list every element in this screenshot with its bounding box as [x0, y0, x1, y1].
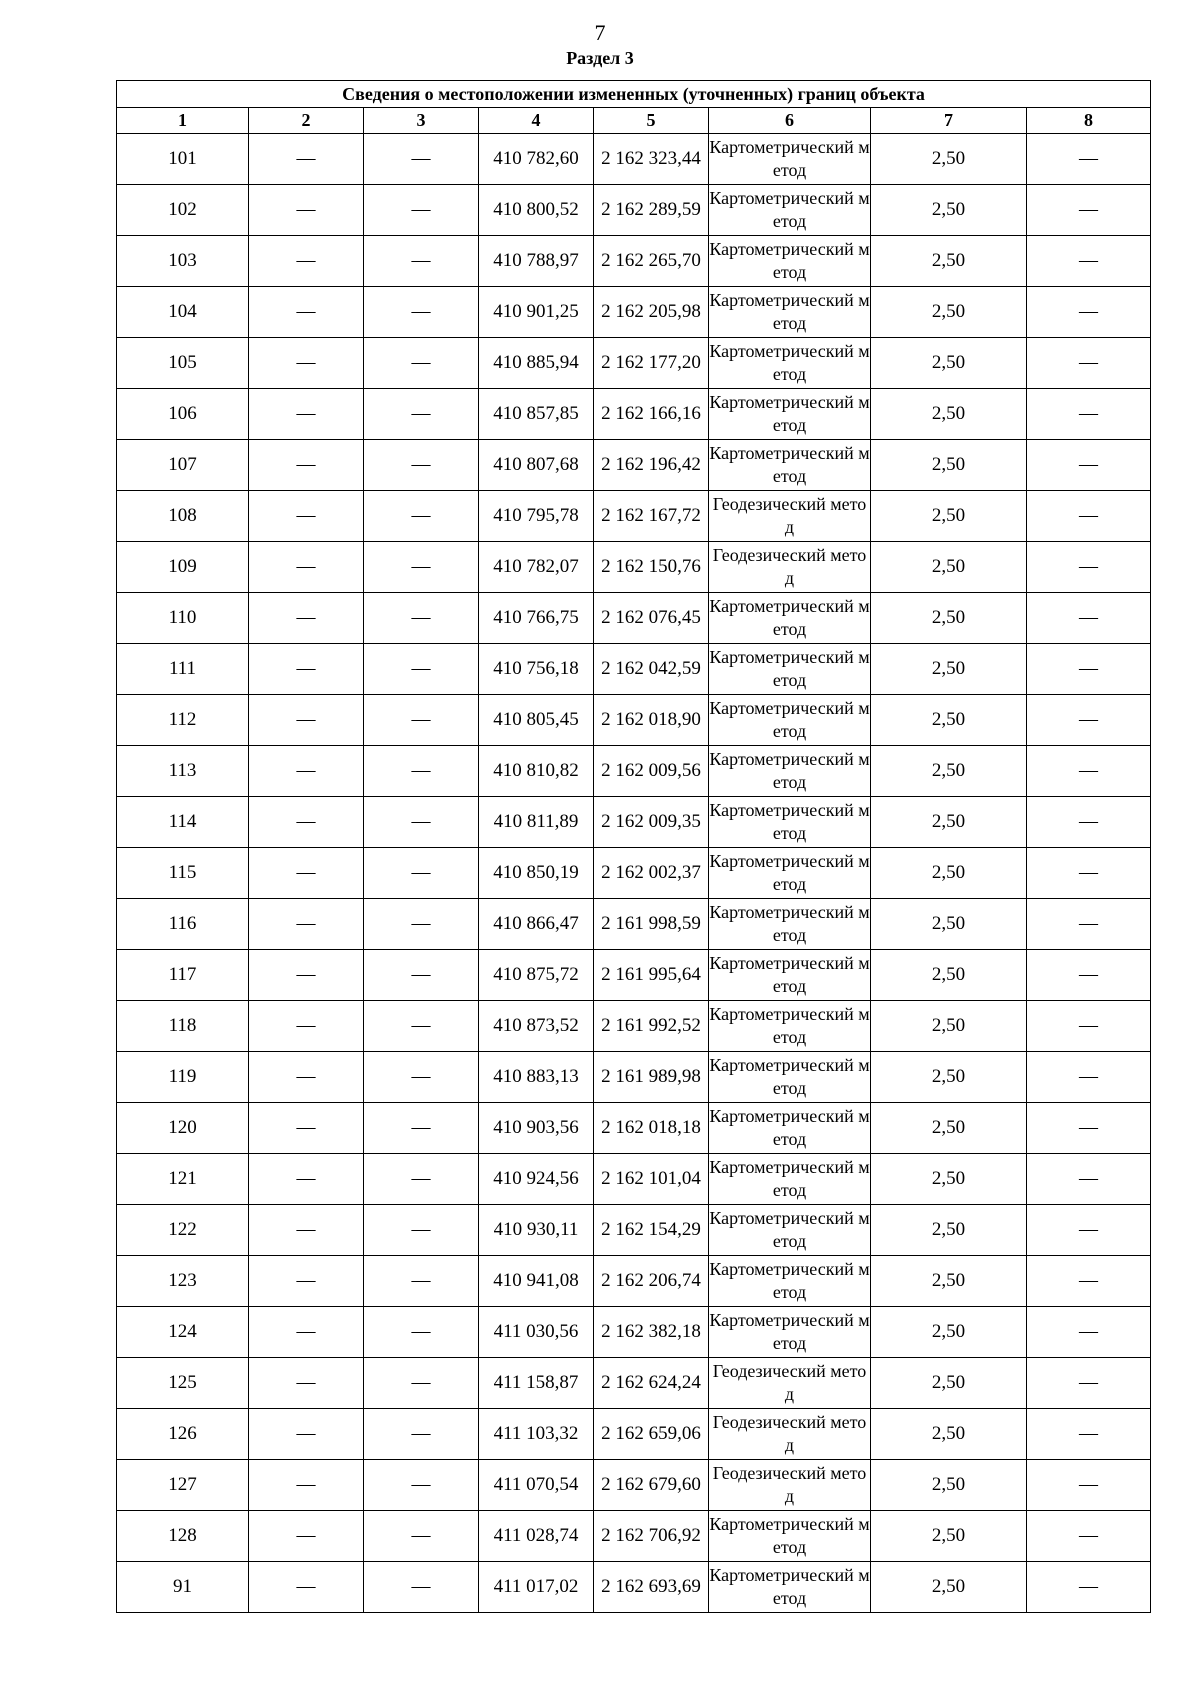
col3-cell: — — [364, 440, 479, 491]
table-row — [117, 950, 1151, 1001]
method-cell: Картометрический метод — [709, 1001, 871, 1052]
point-number-cell: 108 — [117, 491, 249, 542]
y-coordinate-cell: 2 162 167,72 — [594, 491, 709, 542]
col8-cell: — — [1027, 287, 1151, 338]
col3-cell: — — [364, 287, 479, 338]
x-coordinate-cell: 410 875,72 — [479, 950, 594, 1001]
x-coordinate-cell: 410 883,13 — [479, 1052, 594, 1103]
point-number-cell: 123 — [117, 1256, 249, 1307]
column-header: 2 — [249, 108, 364, 134]
col8-cell: — — [1027, 1052, 1151, 1103]
column-header: 4 — [479, 108, 594, 134]
col2-cell: — — [249, 134, 364, 185]
col3-cell: — — [364, 593, 479, 644]
point-number-cell: 110 — [117, 593, 249, 644]
col8-cell: — — [1027, 593, 1151, 644]
x-coordinate-cell: 410 805,45 — [479, 695, 594, 746]
col2-cell: — — [249, 950, 364, 1001]
col8-cell: — — [1027, 236, 1151, 287]
col8-cell: — — [1027, 797, 1151, 848]
x-coordinate-cell: 410 885,94 — [479, 338, 594, 389]
method-cell: Геодезический метод — [709, 491, 871, 542]
accuracy-cell: 2,50 — [871, 1256, 1027, 1307]
col2-cell: — — [249, 185, 364, 236]
column-header: 6 — [709, 108, 871, 134]
col3-cell: — — [364, 848, 479, 899]
col8-cell: — — [1027, 644, 1151, 695]
col3-cell: — — [364, 542, 479, 593]
method-cell: Картометрический метод — [709, 593, 871, 644]
method-cell: Картометрический метод — [709, 848, 871, 899]
x-coordinate-cell: 410 873,52 — [479, 1001, 594, 1052]
table-row — [117, 1256, 1151, 1307]
x-coordinate-cell: 410 903,56 — [479, 1103, 594, 1154]
col8-cell: — — [1027, 542, 1151, 593]
method-cell: Картометрический метод — [709, 1256, 871, 1307]
accuracy-cell: 2,50 — [871, 1460, 1027, 1511]
x-coordinate-cell: 410 756,18 — [479, 644, 594, 695]
col3-cell: — — [364, 1205, 479, 1256]
point-number-cell: 103 — [117, 236, 249, 287]
col2-cell: — — [249, 1205, 364, 1256]
boundary-coordinates-table — [116, 80, 1151, 1613]
point-number-cell: 120 — [117, 1103, 249, 1154]
col3-cell: — — [364, 746, 479, 797]
col3-cell: — — [364, 1154, 479, 1205]
method-cell: Картометрический метод — [709, 389, 871, 440]
table-row — [117, 1460, 1151, 1511]
accuracy-cell: 2,50 — [871, 542, 1027, 593]
method-cell: Геодезический метод — [709, 542, 871, 593]
point-number-cell: 118 — [117, 1001, 249, 1052]
accuracy-cell: 2,50 — [871, 1358, 1027, 1409]
x-coordinate-cell: 410 810,82 — [479, 746, 594, 797]
y-coordinate-cell: 2 161 992,52 — [594, 1001, 709, 1052]
point-number-cell: 126 — [117, 1409, 249, 1460]
x-coordinate-cell: 411 070,54 — [479, 1460, 594, 1511]
table-row — [117, 797, 1151, 848]
y-coordinate-cell: 2 162 042,59 — [594, 644, 709, 695]
point-number-cell: 128 — [117, 1511, 249, 1562]
col2-cell: — — [249, 491, 364, 542]
page-number: 7 — [594, 20, 606, 45]
col8-cell: — — [1027, 1103, 1151, 1154]
point-number-cell: 122 — [117, 1205, 249, 1256]
table-row — [117, 1103, 1151, 1154]
col3-cell: — — [364, 1358, 479, 1409]
method-cell: Картометрический метод — [709, 287, 871, 338]
col2-cell: — — [249, 797, 364, 848]
column-header: 7 — [871, 108, 1027, 134]
col8-cell: — — [1027, 1001, 1151, 1052]
point-number-cell: 111 — [117, 644, 249, 695]
col2-cell: — — [249, 1460, 364, 1511]
col3-cell: — — [364, 1409, 479, 1460]
col8-cell: — — [1027, 899, 1151, 950]
method-cell: Картометрический метод — [709, 236, 871, 287]
x-coordinate-cell: 410 930,11 — [479, 1205, 594, 1256]
x-coordinate-cell: 410 788,97 — [479, 236, 594, 287]
col3-cell: — — [364, 491, 479, 542]
accuracy-cell: 2,50 — [871, 593, 1027, 644]
method-cell: Геодезический метод — [709, 1358, 871, 1409]
y-coordinate-cell: 2 162 624,24 — [594, 1358, 709, 1409]
col2-cell: — — [249, 1103, 364, 1154]
table-row — [117, 593, 1151, 644]
point-number-cell: 113 — [117, 746, 249, 797]
x-coordinate-cell: 410 857,85 — [479, 389, 594, 440]
accuracy-cell: 2,50 — [871, 1154, 1027, 1205]
y-coordinate-cell: 2 162 018,18 — [594, 1103, 709, 1154]
col2-cell: — — [249, 593, 364, 644]
col8-cell: — — [1027, 491, 1151, 542]
col8-cell: — — [1027, 1256, 1151, 1307]
point-number-cell: 116 — [117, 899, 249, 950]
col3-cell: — — [364, 389, 479, 440]
x-coordinate-cell: 411 103,32 — [479, 1409, 594, 1460]
col2-cell: — — [249, 1409, 364, 1460]
point-number-cell: 124 — [117, 1307, 249, 1358]
point-number-cell: 106 — [117, 389, 249, 440]
col2-cell: — — [249, 644, 364, 695]
col3-cell: — — [364, 644, 479, 695]
method-cell: Картометрический метод — [709, 1052, 871, 1103]
col2-cell: — — [249, 338, 364, 389]
col2-cell: — — [249, 1358, 364, 1409]
table-row — [117, 134, 1151, 185]
col2-cell: — — [249, 1052, 364, 1103]
col8-cell: — — [1027, 1562, 1151, 1613]
y-coordinate-cell: 2 161 995,64 — [594, 950, 709, 1001]
method-cell: Картометрический метод — [709, 695, 871, 746]
method-cell: Картометрический метод — [709, 440, 871, 491]
x-coordinate-cell: 411 158,87 — [479, 1358, 594, 1409]
table-row — [117, 695, 1151, 746]
x-coordinate-cell: 410 782,60 — [479, 134, 594, 185]
x-coordinate-cell: 410 811,89 — [479, 797, 594, 848]
col3-cell: — — [364, 1256, 479, 1307]
section-title: Раздел 3 — [566, 48, 634, 68]
accuracy-cell: 2,50 — [871, 746, 1027, 797]
accuracy-cell: 2,50 — [871, 236, 1027, 287]
point-number-cell: 114 — [117, 797, 249, 848]
col2-cell: — — [249, 695, 364, 746]
col2-cell: — — [249, 542, 364, 593]
col3-cell: — — [364, 1052, 479, 1103]
col3-cell: — — [364, 1001, 479, 1052]
col8-cell: — — [1027, 1460, 1151, 1511]
accuracy-cell: 2,50 — [871, 1052, 1027, 1103]
y-coordinate-cell: 2 162 693,69 — [594, 1562, 709, 1613]
method-cell: Картометрический метод — [709, 1205, 871, 1256]
point-number-cell: 101 — [117, 134, 249, 185]
y-coordinate-cell: 2 162 154,29 — [594, 1205, 709, 1256]
col3-cell: — — [364, 338, 479, 389]
y-coordinate-cell: 2 162 101,04 — [594, 1154, 709, 1205]
method-cell: Геодезический метод — [709, 1460, 871, 1511]
accuracy-cell: 2,50 — [871, 1511, 1027, 1562]
table-body — [117, 134, 1151, 1613]
accuracy-cell: 2,50 — [871, 1307, 1027, 1358]
table-row — [117, 1511, 1151, 1562]
table-row — [117, 1205, 1151, 1256]
col3-cell: — — [364, 185, 479, 236]
y-coordinate-cell: 2 162 009,56 — [594, 746, 709, 797]
col2-cell: — — [249, 1307, 364, 1358]
point-number-cell: 127 — [117, 1460, 249, 1511]
accuracy-cell: 2,50 — [871, 1409, 1027, 1460]
y-coordinate-cell: 2 162 289,59 — [594, 185, 709, 236]
point-number-cell: 109 — [117, 542, 249, 593]
method-cell: Картометрический метод — [709, 797, 871, 848]
point-number-cell: 105 — [117, 338, 249, 389]
col3-cell: — — [364, 1103, 479, 1154]
table-row — [117, 185, 1151, 236]
table-row — [117, 287, 1151, 338]
point-number-cell: 119 — [117, 1052, 249, 1103]
col8-cell: — — [1027, 695, 1151, 746]
method-cell: Картометрический метод — [709, 338, 871, 389]
col2-cell: — — [249, 1511, 364, 1562]
point-number-cell: 104 — [117, 287, 249, 338]
method-cell: Геодезический метод — [709, 1409, 871, 1460]
accuracy-cell: 2,50 — [871, 491, 1027, 542]
y-coordinate-cell: 2 161 989,98 — [594, 1052, 709, 1103]
col3-cell: — — [364, 1562, 479, 1613]
y-coordinate-cell: 2 162 166,16 — [594, 389, 709, 440]
table-row — [117, 542, 1151, 593]
x-coordinate-cell: 411 030,56 — [479, 1307, 594, 1358]
column-header: 8 — [1027, 108, 1151, 134]
col3-cell: — — [364, 797, 479, 848]
method-cell: Картометрический метод — [709, 1511, 871, 1562]
method-cell: Картометрический метод — [709, 1562, 871, 1613]
x-coordinate-cell: 410 901,25 — [479, 287, 594, 338]
table-row — [117, 848, 1151, 899]
accuracy-cell: 2,50 — [871, 899, 1027, 950]
col2-cell: — — [249, 746, 364, 797]
table-row — [117, 1562, 1151, 1613]
accuracy-cell: 2,50 — [871, 644, 1027, 695]
col8-cell: — — [1027, 950, 1151, 1001]
point-number-cell: 115 — [117, 848, 249, 899]
x-coordinate-cell: 410 807,68 — [479, 440, 594, 491]
table-row — [117, 1307, 1151, 1358]
y-coordinate-cell: 2 161 998,59 — [594, 899, 709, 950]
column-header: 1 — [117, 108, 249, 134]
table-row — [117, 899, 1151, 950]
table-caption: Сведения о местоположении измененных (уточненных) границ объекта — [117, 81, 1151, 108]
method-cell: Картометрический метод — [709, 899, 871, 950]
point-number-cell: 117 — [117, 950, 249, 1001]
method-cell: Картометрический метод — [709, 1154, 871, 1205]
y-coordinate-cell: 2 162 018,90 — [594, 695, 709, 746]
col3-cell: — — [364, 899, 479, 950]
col3-cell: — — [364, 134, 479, 185]
method-cell: Картометрический метод — [709, 950, 871, 1001]
table-row — [117, 491, 1151, 542]
table-row — [117, 1358, 1151, 1409]
x-coordinate-cell: 411 028,74 — [479, 1511, 594, 1562]
table-row — [117, 1409, 1151, 1460]
accuracy-cell: 2,50 — [871, 389, 1027, 440]
col8-cell: — — [1027, 746, 1151, 797]
accuracy-cell: 2,50 — [871, 695, 1027, 746]
table-row — [117, 338, 1151, 389]
col8-cell: — — [1027, 848, 1151, 899]
y-coordinate-cell: 2 162 382,18 — [594, 1307, 709, 1358]
x-coordinate-cell: 410 766,75 — [479, 593, 594, 644]
table-row — [117, 389, 1151, 440]
y-coordinate-cell: 2 162 205,98 — [594, 287, 709, 338]
accuracy-cell: 2,50 — [871, 848, 1027, 899]
column-header: 3 — [364, 108, 479, 134]
table-row — [117, 236, 1151, 287]
accuracy-cell: 2,50 — [871, 338, 1027, 389]
col8-cell: — — [1027, 1205, 1151, 1256]
accuracy-cell: 2,50 — [871, 1562, 1027, 1613]
y-coordinate-cell: 2 162 076,45 — [594, 593, 709, 644]
col3-cell: — — [364, 1460, 479, 1511]
col8-cell: — — [1027, 1409, 1151, 1460]
col3-cell: — — [364, 1307, 479, 1358]
y-coordinate-cell: 2 162 206,74 — [594, 1256, 709, 1307]
accuracy-cell: 2,50 — [871, 1103, 1027, 1154]
method-cell: Картометрический метод — [709, 644, 871, 695]
accuracy-cell: 2,50 — [871, 1001, 1027, 1052]
col8-cell: — — [1027, 440, 1151, 491]
y-coordinate-cell: 2 162 323,44 — [594, 134, 709, 185]
col3-cell: — — [364, 950, 479, 1001]
accuracy-cell: 2,50 — [871, 185, 1027, 236]
accuracy-cell: 2,50 — [871, 950, 1027, 1001]
column-header-row — [117, 108, 1151, 134]
col3-cell: — — [364, 236, 479, 287]
accuracy-cell: 2,50 — [871, 1205, 1027, 1256]
col2-cell: — — [249, 899, 364, 950]
col2-cell: — — [249, 1154, 364, 1205]
x-coordinate-cell: 410 941,08 — [479, 1256, 594, 1307]
point-number-cell: 91 — [117, 1562, 249, 1613]
col8-cell: — — [1027, 389, 1151, 440]
col3-cell: — — [364, 1511, 479, 1562]
point-number-cell: 102 — [117, 185, 249, 236]
x-coordinate-cell: 410 782,07 — [479, 542, 594, 593]
y-coordinate-cell: 2 162 002,37 — [594, 848, 709, 899]
col3-cell: — — [364, 695, 479, 746]
col8-cell: — — [1027, 185, 1151, 236]
y-coordinate-cell: 2 162 706,92 — [594, 1511, 709, 1562]
col2-cell: — — [249, 287, 364, 338]
col8-cell: — — [1027, 1511, 1151, 1562]
col8-cell: — — [1027, 1307, 1151, 1358]
method-cell: Картометрический метод — [709, 746, 871, 797]
col2-cell: — — [249, 236, 364, 287]
y-coordinate-cell: 2 162 659,06 — [594, 1409, 709, 1460]
col8-cell: — — [1027, 338, 1151, 389]
method-cell: Картометрический метод — [709, 1307, 871, 1358]
point-number-cell: 112 — [117, 695, 249, 746]
point-number-cell: 107 — [117, 440, 249, 491]
col2-cell: — — [249, 389, 364, 440]
table-row — [117, 746, 1151, 797]
method-cell: Картометрический метод — [709, 1103, 871, 1154]
accuracy-cell: 2,50 — [871, 134, 1027, 185]
accuracy-cell: 2,50 — [871, 287, 1027, 338]
col2-cell: — — [249, 440, 364, 491]
table-row — [117, 1154, 1151, 1205]
point-number-cell: 121 — [117, 1154, 249, 1205]
x-coordinate-cell: 410 924,56 — [479, 1154, 594, 1205]
y-coordinate-cell: 2 162 177,20 — [594, 338, 709, 389]
y-coordinate-cell: 2 162 196,42 — [594, 440, 709, 491]
method-cell: Картометрический метод — [709, 185, 871, 236]
y-coordinate-cell: 2 162 009,35 — [594, 797, 709, 848]
col8-cell: — — [1027, 134, 1151, 185]
col8-cell: — — [1027, 1358, 1151, 1409]
y-coordinate-cell: 2 162 265,70 — [594, 236, 709, 287]
col2-cell: — — [249, 1562, 364, 1613]
col2-cell: — — [249, 1001, 364, 1052]
x-coordinate-cell: 411 017,02 — [479, 1562, 594, 1613]
y-coordinate-cell: 2 162 150,76 — [594, 542, 709, 593]
table-row — [117, 1001, 1151, 1052]
accuracy-cell: 2,50 — [871, 440, 1027, 491]
method-cell: Картометрический метод — [709, 134, 871, 185]
point-number-cell: 125 — [117, 1358, 249, 1409]
accuracy-cell: 2,50 — [871, 797, 1027, 848]
x-coordinate-cell: 410 866,47 — [479, 899, 594, 950]
x-coordinate-cell: 410 800,52 — [479, 185, 594, 236]
y-coordinate-cell: 2 162 679,60 — [594, 1460, 709, 1511]
col2-cell: — — [249, 1256, 364, 1307]
x-coordinate-cell: 410 850,19 — [479, 848, 594, 899]
table-row — [117, 644, 1151, 695]
column-header: 5 — [594, 108, 709, 134]
table-row — [117, 440, 1151, 491]
col2-cell: — — [249, 848, 364, 899]
x-coordinate-cell: 410 795,78 — [479, 491, 594, 542]
table-row — [117, 1052, 1151, 1103]
col8-cell: — — [1027, 1154, 1151, 1205]
